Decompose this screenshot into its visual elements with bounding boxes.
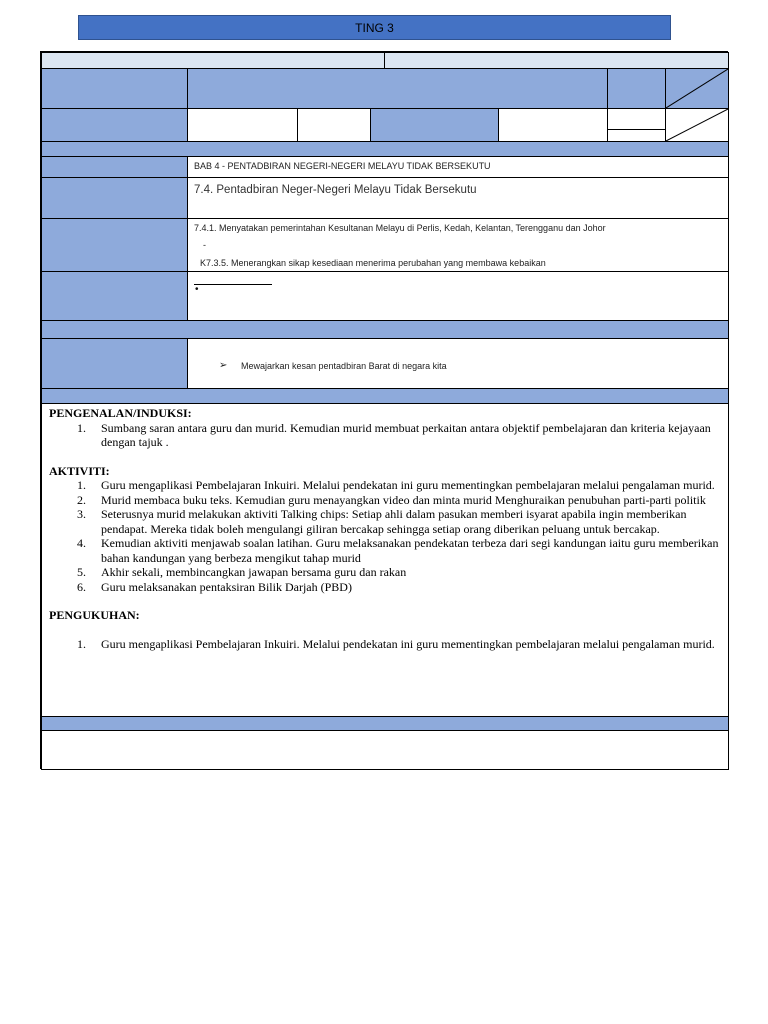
page-title: TING 3 xyxy=(355,20,394,35)
diagonal-line xyxy=(666,109,728,141)
standard-1: 7.4.1. Menyatakan pemerintahan Kesultanan Melayu di Perlis, Kedah, Kelantan, Terengganu dan Johor xyxy=(194,223,606,233)
standard-2: K7.3.5. Menerangkan sikap kesediaan menerima perubahan yang membawa kebaikan xyxy=(200,258,546,268)
intro-heading: PENGENALAN/INDUKSI: xyxy=(49,406,192,420)
intro-list xyxy=(49,421,728,450)
input-cell[interactable] xyxy=(187,108,298,142)
label-cell xyxy=(41,68,188,109)
criteria-text: Mewajarkan kesan pentadbiran Barat di negara kita xyxy=(241,361,447,371)
label-cell xyxy=(41,218,188,272)
lesson-body xyxy=(41,403,729,717)
diagonal-line xyxy=(666,69,728,108)
topic-title: 7.4. Pentadbiran Neger-Negeri Melayu Tidak Bersekutu xyxy=(194,184,477,196)
list-item: 1. Guru mengaplikasi Pembelajaran Inkuiri. Melalui pendekatan ini guru mementingkan pembelajaran melalui pengalaman murid. xyxy=(77,478,715,492)
activity-list xyxy=(49,478,728,594)
activity-heading: AKTIVITI: xyxy=(49,463,110,478)
list-item: 5. Akhir sekali, membincangkan jawapan bersama guru dan rakan xyxy=(77,565,407,579)
section-bar xyxy=(41,320,729,339)
label-cell xyxy=(41,177,188,219)
label-cell xyxy=(41,108,188,142)
chapter-cell xyxy=(187,156,729,178)
label-cell xyxy=(41,338,188,389)
diagonal-cell xyxy=(665,108,729,142)
header-cell-right xyxy=(384,52,729,69)
label-cell xyxy=(41,156,188,178)
section-bar xyxy=(41,388,729,404)
list-item: 3. Seterusnya murid melakukan aktiviti Talking chips: Setiap ahli dalam pasukan memberi isyarat apabila ingin memberikan pendapat. Mereka tidak boleh mengulangi giliran bercakap sehingga setiap orang diberikan peluang untuk bercakap. xyxy=(77,507,687,536)
reflection-cell[interactable] xyxy=(41,730,729,770)
lesson-plan-table xyxy=(40,51,728,769)
chapter-title: BAB 4 - PENTADBIRAN NEGERI-NEGERI MELAYU TIDAK BERSEKUTU xyxy=(194,161,491,171)
input-cell[interactable] xyxy=(297,108,371,142)
section-bar xyxy=(41,141,729,157)
list-item: 6. Guru melaksanakan pentaksiran Bilik Darjah (PBD) xyxy=(77,579,352,594)
info-cell-small xyxy=(607,68,666,109)
list-item: 2. Murid membaca buku teks. Kemudian guru menayangkan video dan minta murid Menghuraikan penubuhan parti-parti politik xyxy=(77,492,706,507)
section-bar xyxy=(41,716,729,731)
objectives-cell xyxy=(187,271,729,321)
label-cell xyxy=(41,271,188,321)
list-item: 4. Kemudian aktiviti menjawab soalan latihan. Guru melaksanakan pendekatan terbeza dari segi kandungan iaitu guru memberikan bahan kandungan yang berbeza mengikut tahap murid xyxy=(77,536,719,565)
topic-cell xyxy=(187,177,729,219)
title-bar xyxy=(78,15,671,40)
list-item: 1. Guru mengaplikasi Pembelajaran Inkuiri. Melalui pendekatan ini guru mementingkan pembelajaran melalui pengalaman murid. xyxy=(77,636,715,651)
closure-list xyxy=(49,637,728,652)
arrow-bullet-icon: ➢ xyxy=(219,360,228,371)
standards-cell xyxy=(187,218,729,272)
standard-dash: - xyxy=(203,240,206,250)
input-cell[interactable] xyxy=(607,108,666,130)
objective-bullet: • xyxy=(195,284,199,295)
criteria-cell xyxy=(187,338,729,389)
input-cell[interactable] xyxy=(498,108,608,142)
info-cell xyxy=(187,68,608,109)
diagonal-cell xyxy=(665,68,729,109)
header-cell-left xyxy=(41,52,385,69)
underline-divider xyxy=(194,284,272,285)
list-item: 1. Sumbang saran antara guru dan murid. Kemudian murid membuat perkaitan antara objektif pembelajaran dan kriteria kejayaan dengan tajuk . xyxy=(77,420,711,449)
closure-heading: PENGUKUHAN: xyxy=(49,608,140,622)
label-cell xyxy=(370,108,499,142)
